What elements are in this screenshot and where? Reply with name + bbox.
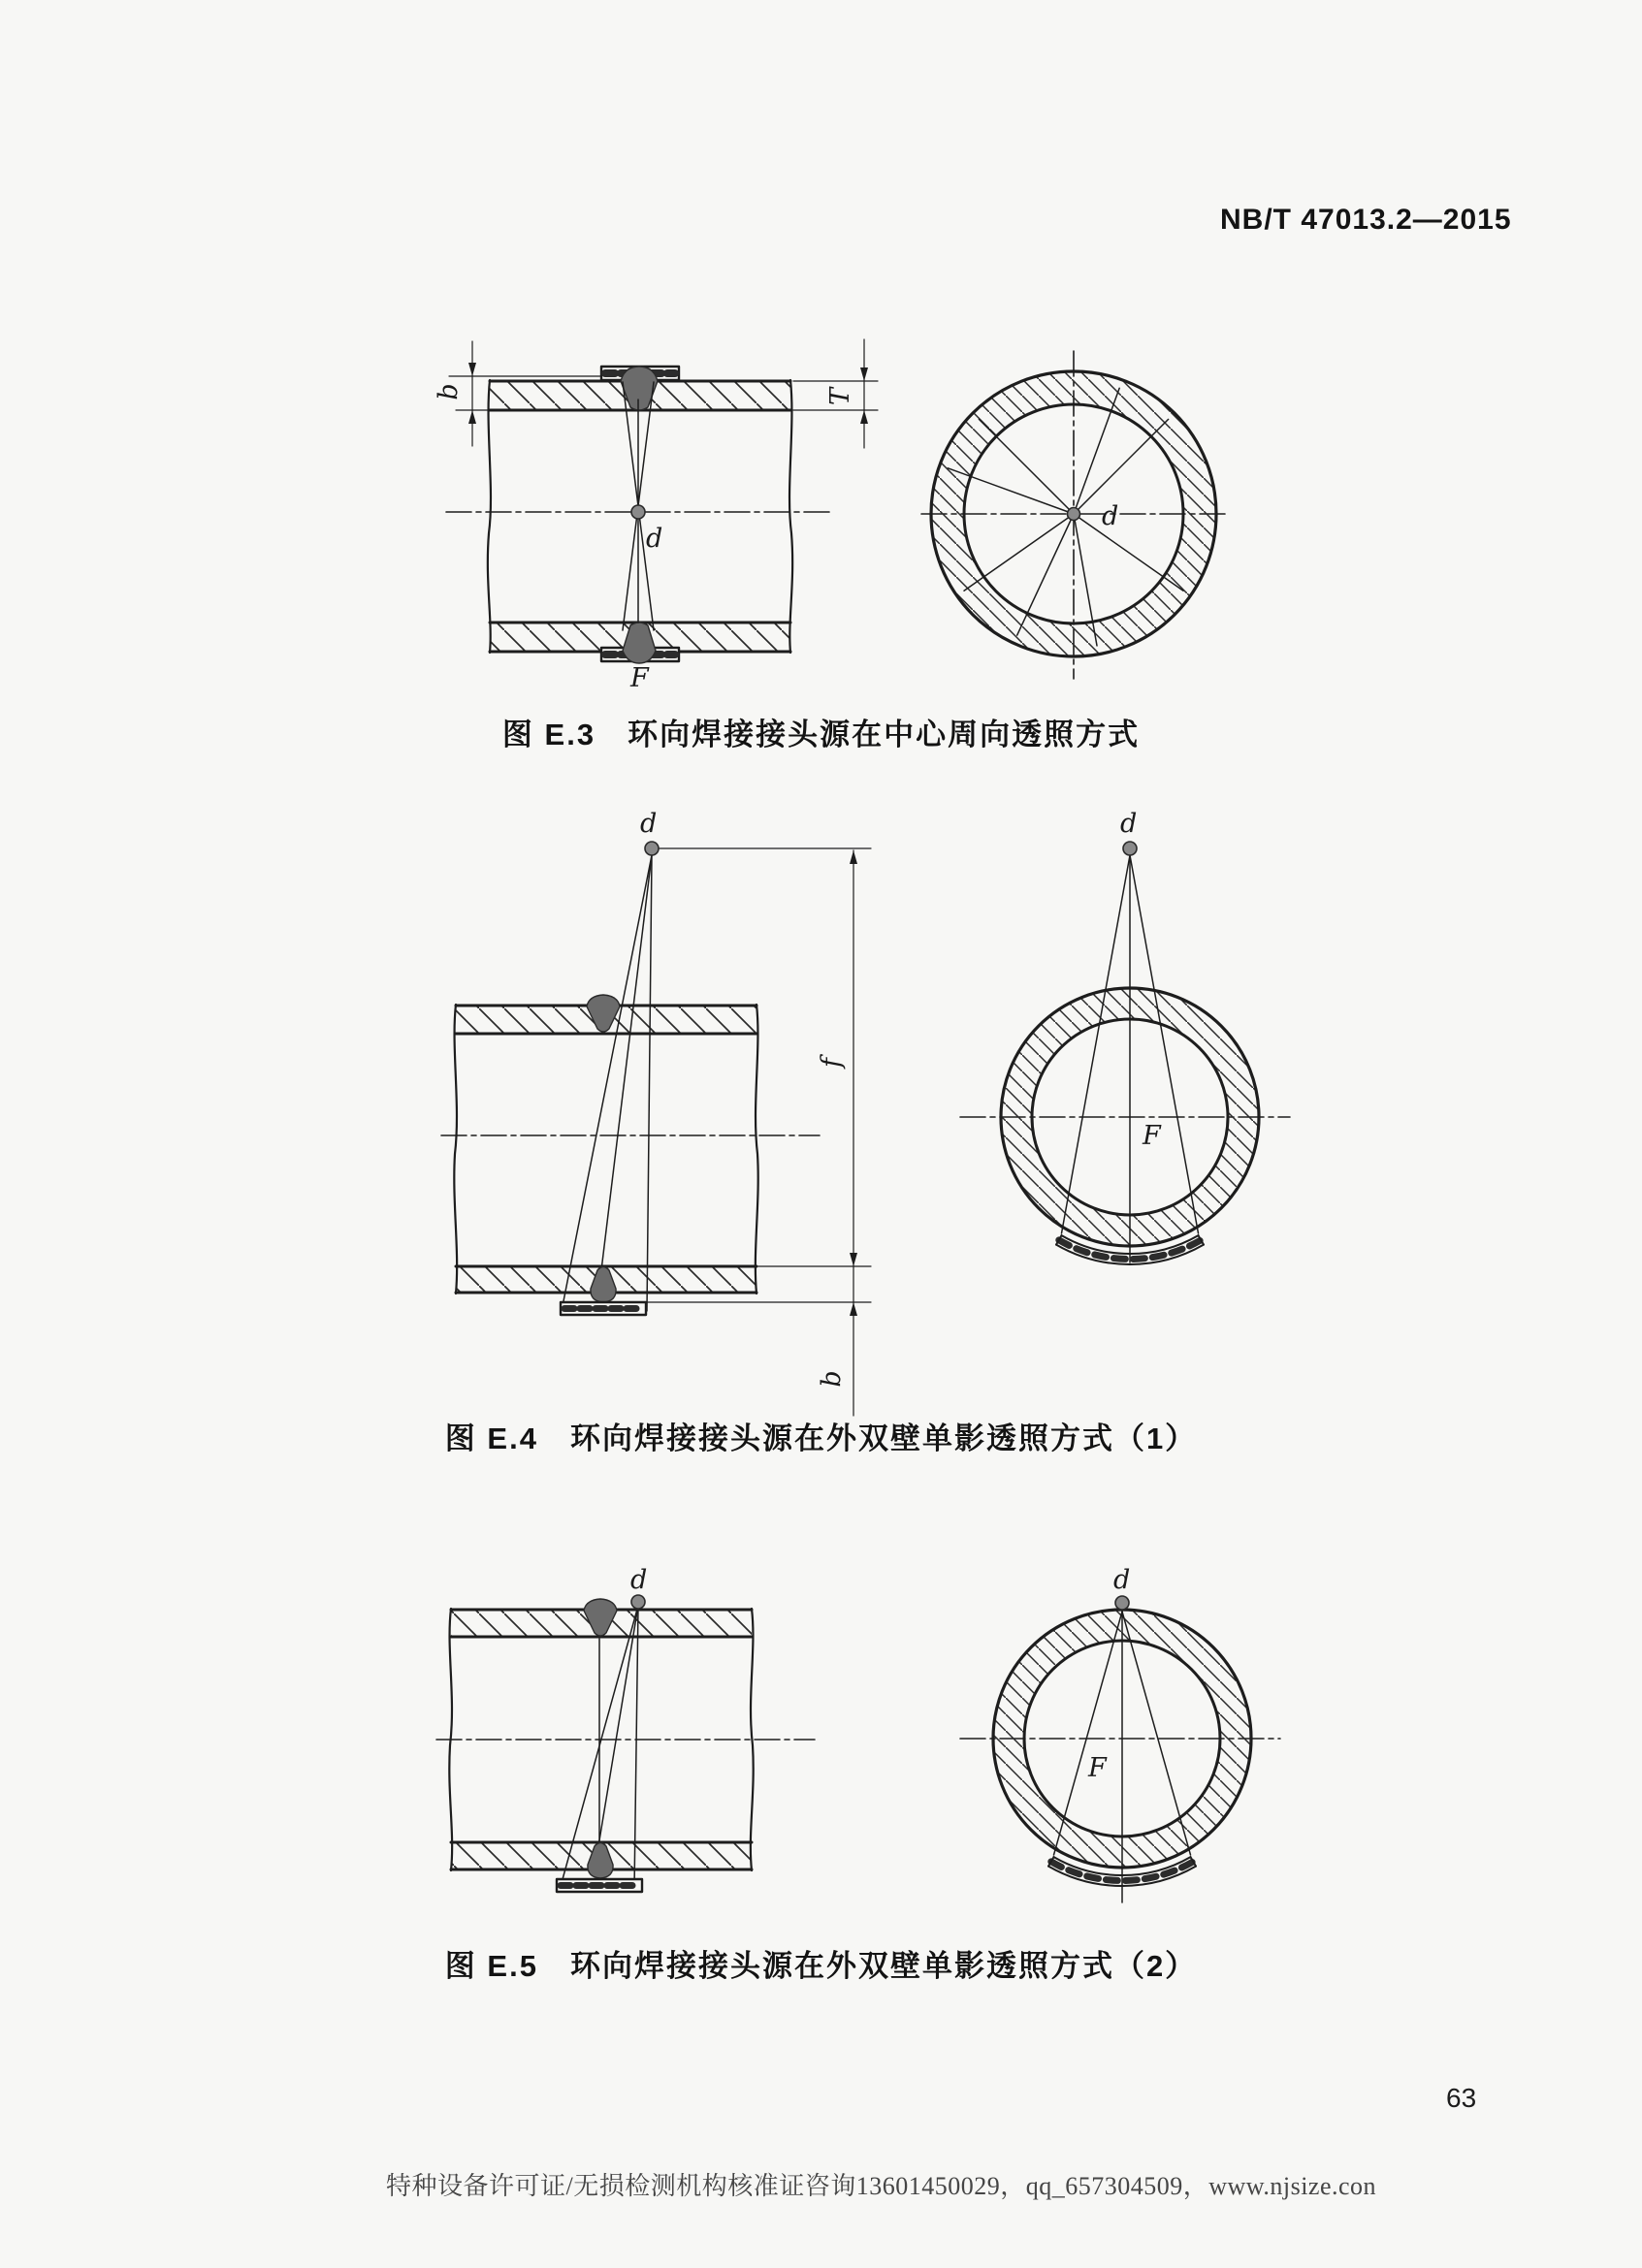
label-f: f [817,1058,847,1068]
radiation-source-icon [645,842,659,855]
footer-watermark: 特种设备许可证/无损检测机构核准证咨询13601450029，qq_657304509，www.njsize.con [386,2172,1377,2200]
label-d: d [1102,501,1119,531]
label-d: d [1113,1565,1131,1595]
figure-e4-left-diagram [441,809,871,1416]
label-F: F [1088,1753,1107,1783]
label-d: d [630,1565,648,1595]
radiation-source-icon [1123,842,1137,855]
figure-e5-left-diagram [436,1565,815,1892]
label-d: d [646,524,663,554]
figure-e3-caption: 图 E.3 环向焊接接头源在中心周向透照方式 [501,718,1141,751]
radiation-source-icon [1068,508,1080,521]
figure-e3-left-diagram [434,339,878,693]
radiation-source-icon [631,505,645,519]
standard-number-header: NB/T 47013.2—2015 [1220,204,1512,236]
label-F: F [630,663,649,693]
film-strip [561,1302,646,1315]
label-F: F [1143,1121,1161,1151]
page-number: 63 [1446,2083,1477,2113]
film-strip [557,1879,642,1892]
radiation-source-icon [1115,1596,1129,1610]
radiation-source-icon [631,1595,645,1609]
figure-e3-right-diagram [921,351,1230,679]
label-b: b [817,1370,847,1388]
label-d: d [1120,809,1138,839]
figure-e5-caption: 图 E.5 环向焊接接头源在外双壁单影透照方式（2） [444,1949,1198,1983]
label-T: T [825,387,855,406]
figure-e4-caption: 图 E.4 环向焊接接头源在外双壁单影透照方式（1） [444,1421,1198,1455]
figure-e4-right-diagram [960,809,1290,1264]
dimension-f-b [648,848,871,1416]
figure-e5-right-diagram [960,1565,1280,1902]
label-d: d [640,809,658,839]
label-b: b [434,383,464,400]
